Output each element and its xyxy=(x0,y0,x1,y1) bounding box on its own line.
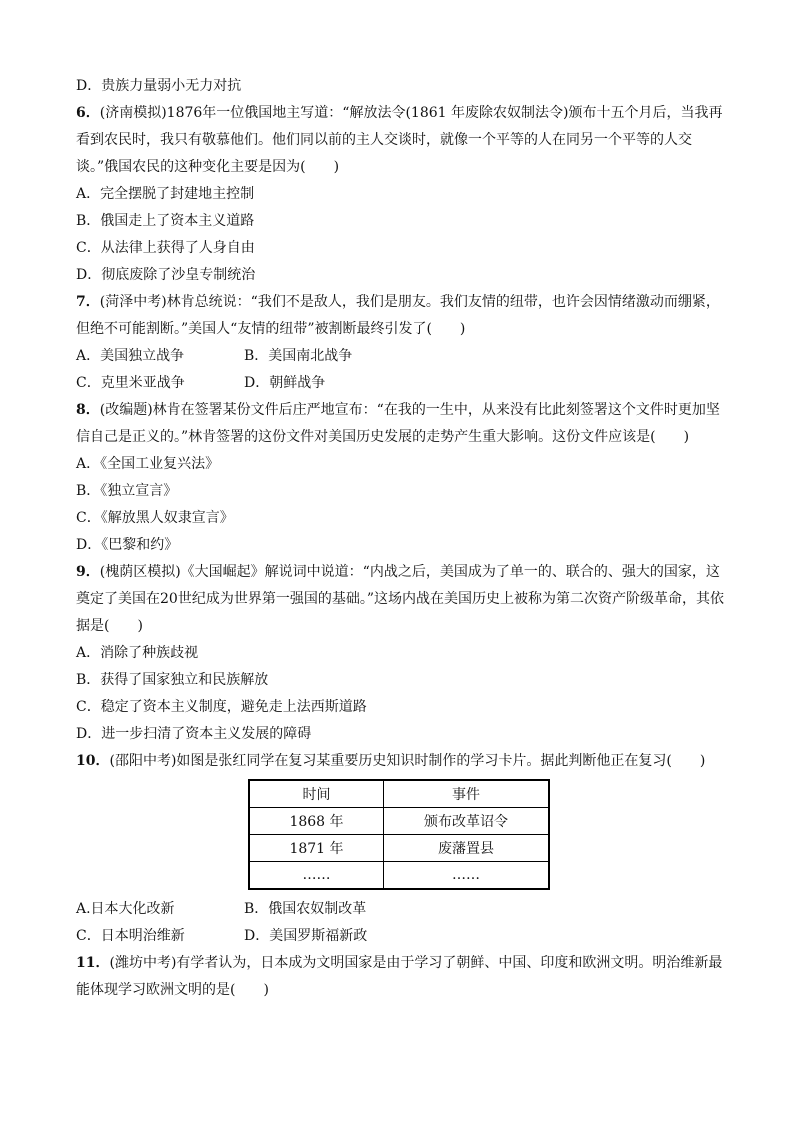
table-row xyxy=(249,862,549,890)
q7-option-d: D．朝鲜战争 xyxy=(244,375,326,391)
q10-option-a: A.日本大化改新 xyxy=(76,901,175,917)
table-cell: …… xyxy=(384,862,550,890)
question-6-stem xyxy=(76,100,724,181)
q6-option-b: B．俄国走上了资本主义道路 xyxy=(76,213,255,229)
q10-options-row-1 xyxy=(76,896,724,923)
question-7-number: 7． xyxy=(76,294,100,310)
q5-option-d: D．贵族力量弱小无力对抗 xyxy=(76,78,242,94)
q7-options-row-1 xyxy=(76,343,724,370)
q6-option-a: A．完全摆脱了封建地主控制 xyxy=(76,186,255,202)
question-7-text: (菏泽中考)林肯总统说：“我们不是敌人，我们是朋友。我们友情的纽带，也许会因情绪激动而绷紧，但绝不可能割断。”美国人“友情的纽带”被割断最终引发了( ) xyxy=(76,294,720,337)
question-11-stem xyxy=(76,950,724,1004)
question-10-number: 10． xyxy=(76,753,110,769)
q8-option-b: B．《独立宣言》 xyxy=(76,483,178,499)
q9-option-c: C．稳定了资本主义制度，避免走上法西斯道路 xyxy=(76,699,367,715)
table-row xyxy=(249,808,549,835)
question-9-text: (槐荫区模拟)《大国崛起》解说词中说道：“内战之后，美国成为了单一的、联合的、强大的国家，这奠定了美国在20世纪成为世界第一强国的基础。”这场内战在美国历史上被称为第二次资产阶级革命，其依据是( ) xyxy=(76,564,724,634)
question-6-number: 6． xyxy=(76,105,100,121)
table-cell: 1868 年 xyxy=(249,808,384,835)
question-list xyxy=(76,73,724,1004)
q7-option-c: C．克里米亚战争 xyxy=(76,375,185,391)
q9-option-b: B．获得了国家独立和民族解放 xyxy=(76,672,269,688)
study-card-table xyxy=(248,779,550,890)
q7-option-a: A．美国独立战争 xyxy=(76,348,185,364)
table-cell: …… xyxy=(249,862,384,890)
q8-option-a: A．《全国工业复兴法》 xyxy=(76,456,220,472)
question-8-number: 8． xyxy=(76,402,100,418)
table-cell: 1871 年 xyxy=(249,835,384,862)
table-header-time: 时间 xyxy=(249,780,384,808)
question-10-text: (邵阳中考)如图是张红同学在复习某重要历史知识时制作的学习卡片。据此判断他正在复习( ) xyxy=(109,753,706,769)
q9-option-a: A．消除了种族歧视 xyxy=(76,645,199,661)
q7-options-row-2 xyxy=(76,370,724,397)
q6-option-d: D．彻底废除了沙皇专制统治 xyxy=(76,267,256,283)
q10-option-c: C．日本明治维新 xyxy=(76,928,185,944)
question-11-text: (潍坊中考)有学者认为，日本成为文明国家是由于学习了朝鲜、中国、印度和欧洲文明。明治维新最能体现学习欧洲文明的是( ) xyxy=(76,955,723,998)
table-cell: 颁布改革诏令 xyxy=(384,808,550,835)
question-8-text: (改编题)林肯在签署某份文件后庄严地宣布：“在我的一生中，从来没有比此刻签署这个文件时更加坚信自己是正义的。”林肯签署的这份文件对美国历史发展的走势产生重大影响。这份文件应该是( ) xyxy=(76,402,720,445)
q10-option-d: D．美国罗斯福新政 xyxy=(244,928,368,944)
table-header-row xyxy=(249,780,549,808)
question-11-number: 11． xyxy=(76,955,110,971)
table-row xyxy=(249,835,549,862)
q8-option-d: D．《巴黎和约》 xyxy=(76,537,179,553)
q8-option-c: C．《解放黑人奴隶宣言》 xyxy=(76,510,234,526)
table-cell: 废藩置县 xyxy=(384,835,550,862)
q10-options-row-2 xyxy=(76,923,724,950)
q10-option-b: B．俄国农奴制改革 xyxy=(244,901,367,917)
question-7-stem xyxy=(76,289,724,343)
question-9-stem xyxy=(76,559,724,640)
q6-option-c: C．从法律上获得了人身自由 xyxy=(76,240,255,256)
question-6-text: (济南模拟)1876年一位俄国地主写道：“解放法令(1861 年废除农奴制法令)颁布十五个月后，当我再看到农民时，我只有敬慕他们。他们同以前的主人交谈时，就像一个平等的人在同另一个平等的人交谈。”俄国农民的这种变化主要是因为( ) xyxy=(76,105,723,175)
question-10-stem xyxy=(76,748,724,775)
q9-option-d: D．进一步扫清了资本主义发展的障碍 xyxy=(76,726,312,742)
question-8-stem xyxy=(76,397,724,451)
q7-option-b: B．美国南北战争 xyxy=(244,348,353,364)
question-9-number: 9． xyxy=(76,564,100,580)
table-header-event: 事件 xyxy=(384,780,550,808)
